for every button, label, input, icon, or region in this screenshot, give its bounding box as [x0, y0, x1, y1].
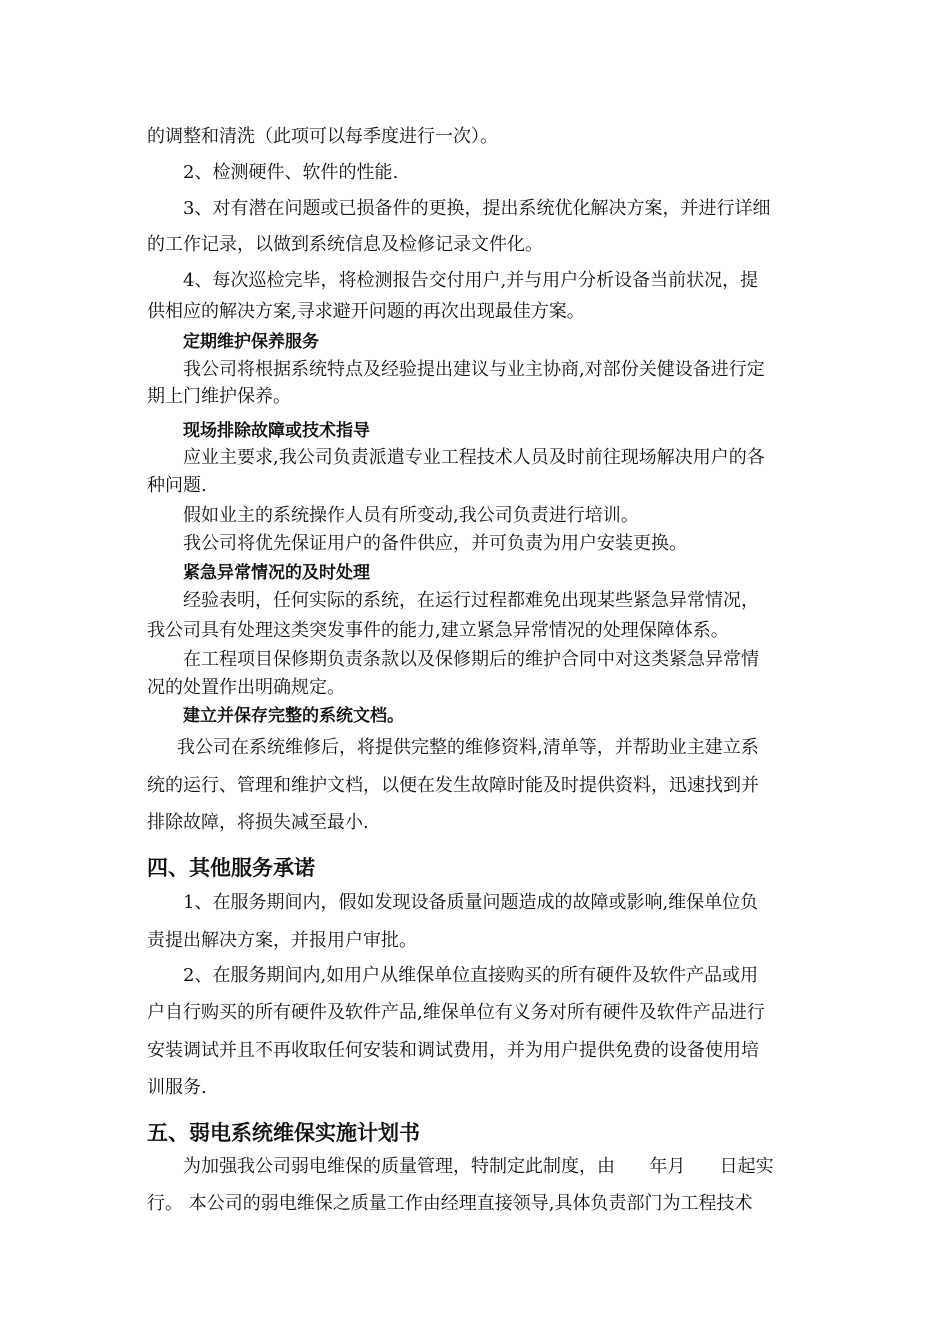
section-subheading: 建立并保存完整的系统文档。 [183, 706, 404, 726]
section-subheading: 紧急异常情况的及时处理 [183, 563, 370, 583]
paragraph-line: 种问题. [147, 475, 207, 496]
paragraph-line: 我公司在系统维修后，将提供完整的维修资料,清单等，并帮助业主建立系 [177, 737, 759, 758]
paragraph-line: 的调整和清洗（此项可以每季度进行一次）。 [147, 126, 498, 147]
paragraph-line: 我公司将根据系统特点及经验提出建议与业主协商,对部份关健设备进行定 [183, 359, 765, 380]
list-item-4: 4、每次巡检完毕，将检测报告交付用户,并与用户分析设备当前状况，提 [183, 270, 759, 291]
paragraph-line: 户自行购买的所有硬件及软件产品,维保单位有义务对所有硬件及软件产品进行 [147, 1002, 765, 1023]
list-item-1: 1、在服务期间内，假如发现设备质量问题造成的故障或影响,维保单位负 [183, 892, 759, 913]
paragraph-line: 排除故障，将损失减至最小. [147, 812, 369, 833]
paragraph-line: 在工程项目保修期负责条款以及保修期后的维护合同中对这类紧急异常情 [183, 649, 759, 670]
paragraph-line: 的工作记录，以做到系统信息及检修记录文件化。 [147, 234, 543, 255]
paragraph-line: 期上门维护保养。 [147, 386, 291, 407]
section-subheading: 现场排除故障或技术指导 [183, 421, 370, 441]
paragraph-line: 统的运行、管理和维护文档，以便在发生故障时能及时提供资料，迅速找到并 [147, 775, 759, 796]
paragraph-line: 假如业主的系统操作人员有所变动,我公司负责进行培训。 [183, 505, 639, 526]
list-item-2: 2、在服务期间内,如用户从维保单位直接购买的所有硬件及软件产品或用 [183, 965, 759, 986]
paragraph-line: 我公司将优先保证用户的备件供应，并可负责为用户安装更换。 [183, 533, 687, 554]
paragraph-line: 安装调试并且不再收取任何安装和调试费用，并为用户提供免费的设备使用培 [147, 1040, 759, 1061]
section-heading: 五、弱电系统维保实施计划书 [147, 1121, 420, 1145]
paragraph-line: 训服务. [147, 1077, 207, 1098]
paragraph-line: 责提出解决方案，并报用户审批。 [147, 930, 417, 951]
paragraph-line: 应业主要求,我公司负责派遣专业工程技术人员及时前往现场解决用户的各 [183, 447, 765, 468]
paragraph-line: 供相应的解决方案,寻求避开问题的再次出现最佳方案。 [147, 301, 585, 322]
section-heading: 四、其他服务承诺 [147, 856, 315, 880]
paragraph-line: 经验表明，任何实际的系统，在运行过程都难免出现某些紧急异常情况， [183, 590, 759, 611]
section-subheading: 定期维护保养服务 [183, 332, 319, 352]
paragraph-line: 我公司具有处理这类突发事件的能力,建立紧急异常情况的处理保障体系。 [147, 620, 729, 641]
list-item-2: 2、检测硬件、软件的性能. [183, 162, 399, 183]
paragraph-line: 况的处置作出明确规定。 [147, 677, 345, 698]
paragraph-line: 为加强我公司弱电维保的质量管理，特制定此制度，由 年月 日起实 [183, 1156, 774, 1177]
list-item-3: 3、对有潜在问题或已损备件的更换，提出系统优化解决方案，并进行详细 [183, 198, 771, 219]
paragraph-line: 行。 本公司的弱电维保之质量工作由经理直接领导,具体负责部门为工程技术 [147, 1193, 753, 1214]
